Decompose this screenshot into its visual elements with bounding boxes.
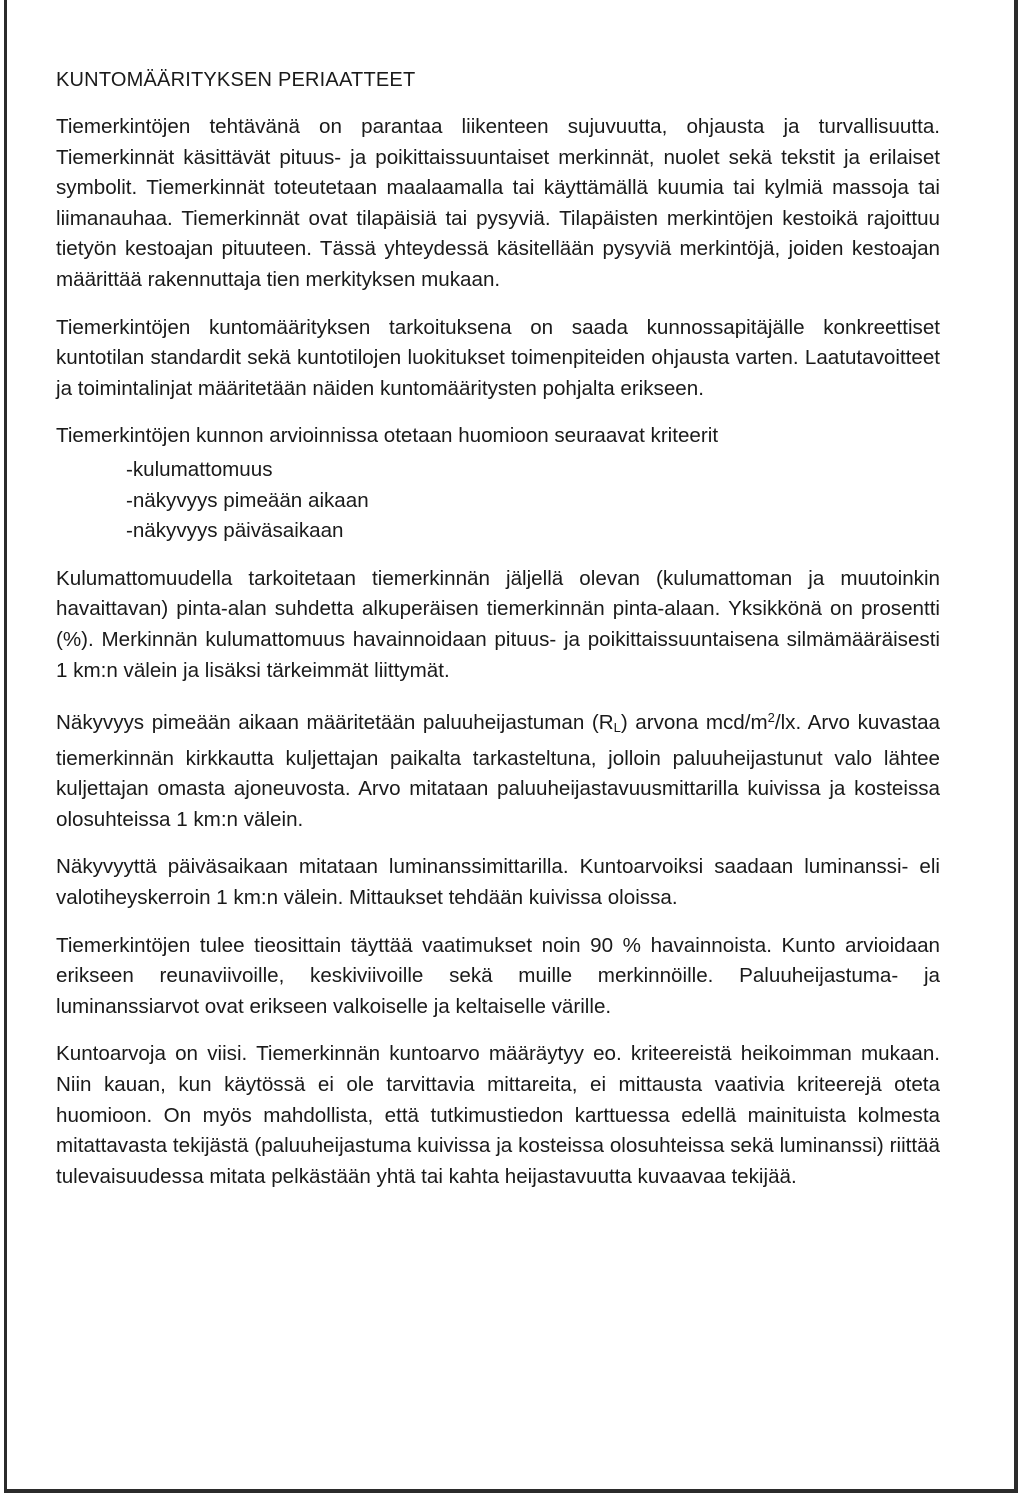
paragraph-intro: Tiemerkintöjen tehtävänä on parantaa liikenteen sujuvuutta, ohjausta ja turvallisuutta. Tiemerkinnät käsittävät pituus- ja poikittaissuuntaiset merkinnät, nuolet sekä tekstit ja erilaiset symbolit. Tiemerkinnät toteutetaan maalaamalla tai käyttämällä kuumia tai kylmiä massoja tai liimanauhaa. Tiemerkinnät ovat tilapäisiä tai pysyviä. Tilapäisten merkintöjen kestoikä rajoittuu tietyön kestoajan pituuteen. Tässä yhteydessä käsitellään pysyviä merkintöjä, joiden kestoajan määrittää rakennuttaja tien merkityksen mukaan. [56,115,940,291]
text-segment: /lx. Arvo kuvastaa tiemerkinnän kirkkautta kuljettajan paikalta tarkasteltuna, jolloin paluuheijastunut valo lähtee kuljettajan omasta ajoneuvosta. Arvo mitataan paluuheijastavuusmittarilla kuivissa ja kosteissa olosuhteissa 1 km:n välein. [56,711,940,831]
text-segment: ) arvona mcd/m [620,711,768,735]
list-item: -näkyvyys pimeään aikaan [126,488,369,512]
list-item: -kulumattomuus [126,457,273,481]
paragraph-requirements: Tiemerkintöjen tulee tieosittain täyttää vaatimukset noin 90 % havainnoista. Kunto arvioidaan erikseen reunaviivoille, keskiviivoille sekä muille merkinnöille. Paluuheijastuma- ja luminanssiarvot ovat erikseen valkoiselle ja keltaiselle värille. [56,933,940,1018]
text-segment: Näkyvyys pimeään aikaan määritetään paluuheijastuman (R [56,711,614,735]
page-title: KUNTOMÄÄRITYKSEN PERIAATTEET [56,69,416,91]
subscript: L [613,720,621,736]
criteria-list [126,455,940,547]
paragraph-wear: Kulumattomuudella tarkoitetaan tiemerkinnän jäljellä olevan (kulumattoman ja muutoinkin havaittavan) pinta-alan suhdetta alkuperäisen tiemerkinnän pinta-alaan. Yksikkönä on prosentti (%). Merkinnän kulumattomuus havainnoidaan pituus- ja poikittaissuuntaisena silmämääräisesti 1 km:n välein ja lisäksi tärkeimmät liittymät. [56,566,940,682]
paragraph-night-visibility [56,703,940,835]
document-body [56,66,940,1209]
paragraph-day-visibility: Näkyvyyttä päiväsaikaan mitataan luminanssimittarilla. Kuntoarvoiksi saadaan luminanssi- eli valotiheyskerroin 1 km:n välein. Mittaukset tehdään kuivissa oloissa. [56,855,940,910]
list-item: -näkyvyys päiväsaikaan [126,519,344,543]
paragraph-criteria-intro: Tiemerkintöjen kunnon arvioinnissa otetaan huomioon seuraavat kriteerit [56,424,719,448]
superscript: 2 [767,710,775,726]
paragraph-purpose: Tiemerkintöjen kuntomäärityksen tarkoituksena on saada kunnossapitäjälle konkreettiset kuntotilan standardit sekä kuntotilojen luokitukset toimenpiteiden ohjausta varten. Laatutavoitteet ja toimintalinjat määritetään näiden kuntomääritysten pohjalta erikseen. [56,315,940,400]
paragraph-condition-values: Kuntoarvoja on viisi. Tiemerkinnän kuntoarvo määräytyy eo. kriteereistä heikoimman mukaan. Niin kauan, kun käytössä ei ole tarvittavia mittareita, ei mittausta vaativia kriteerejä oteta huomioon. On myös mahdollista, että tutkimustiedon karttuessa edellä mainituista kolmesta mitattavasta tekijästä (paluuheijastuma kuivissa ja kosteissa olosuhteissa sekä luminanssi) riittää tulevaisuudessa mitata pelkästään yhtä tai kahta heijastavuutta kuvaavaa tekijää. [56,1042,940,1188]
